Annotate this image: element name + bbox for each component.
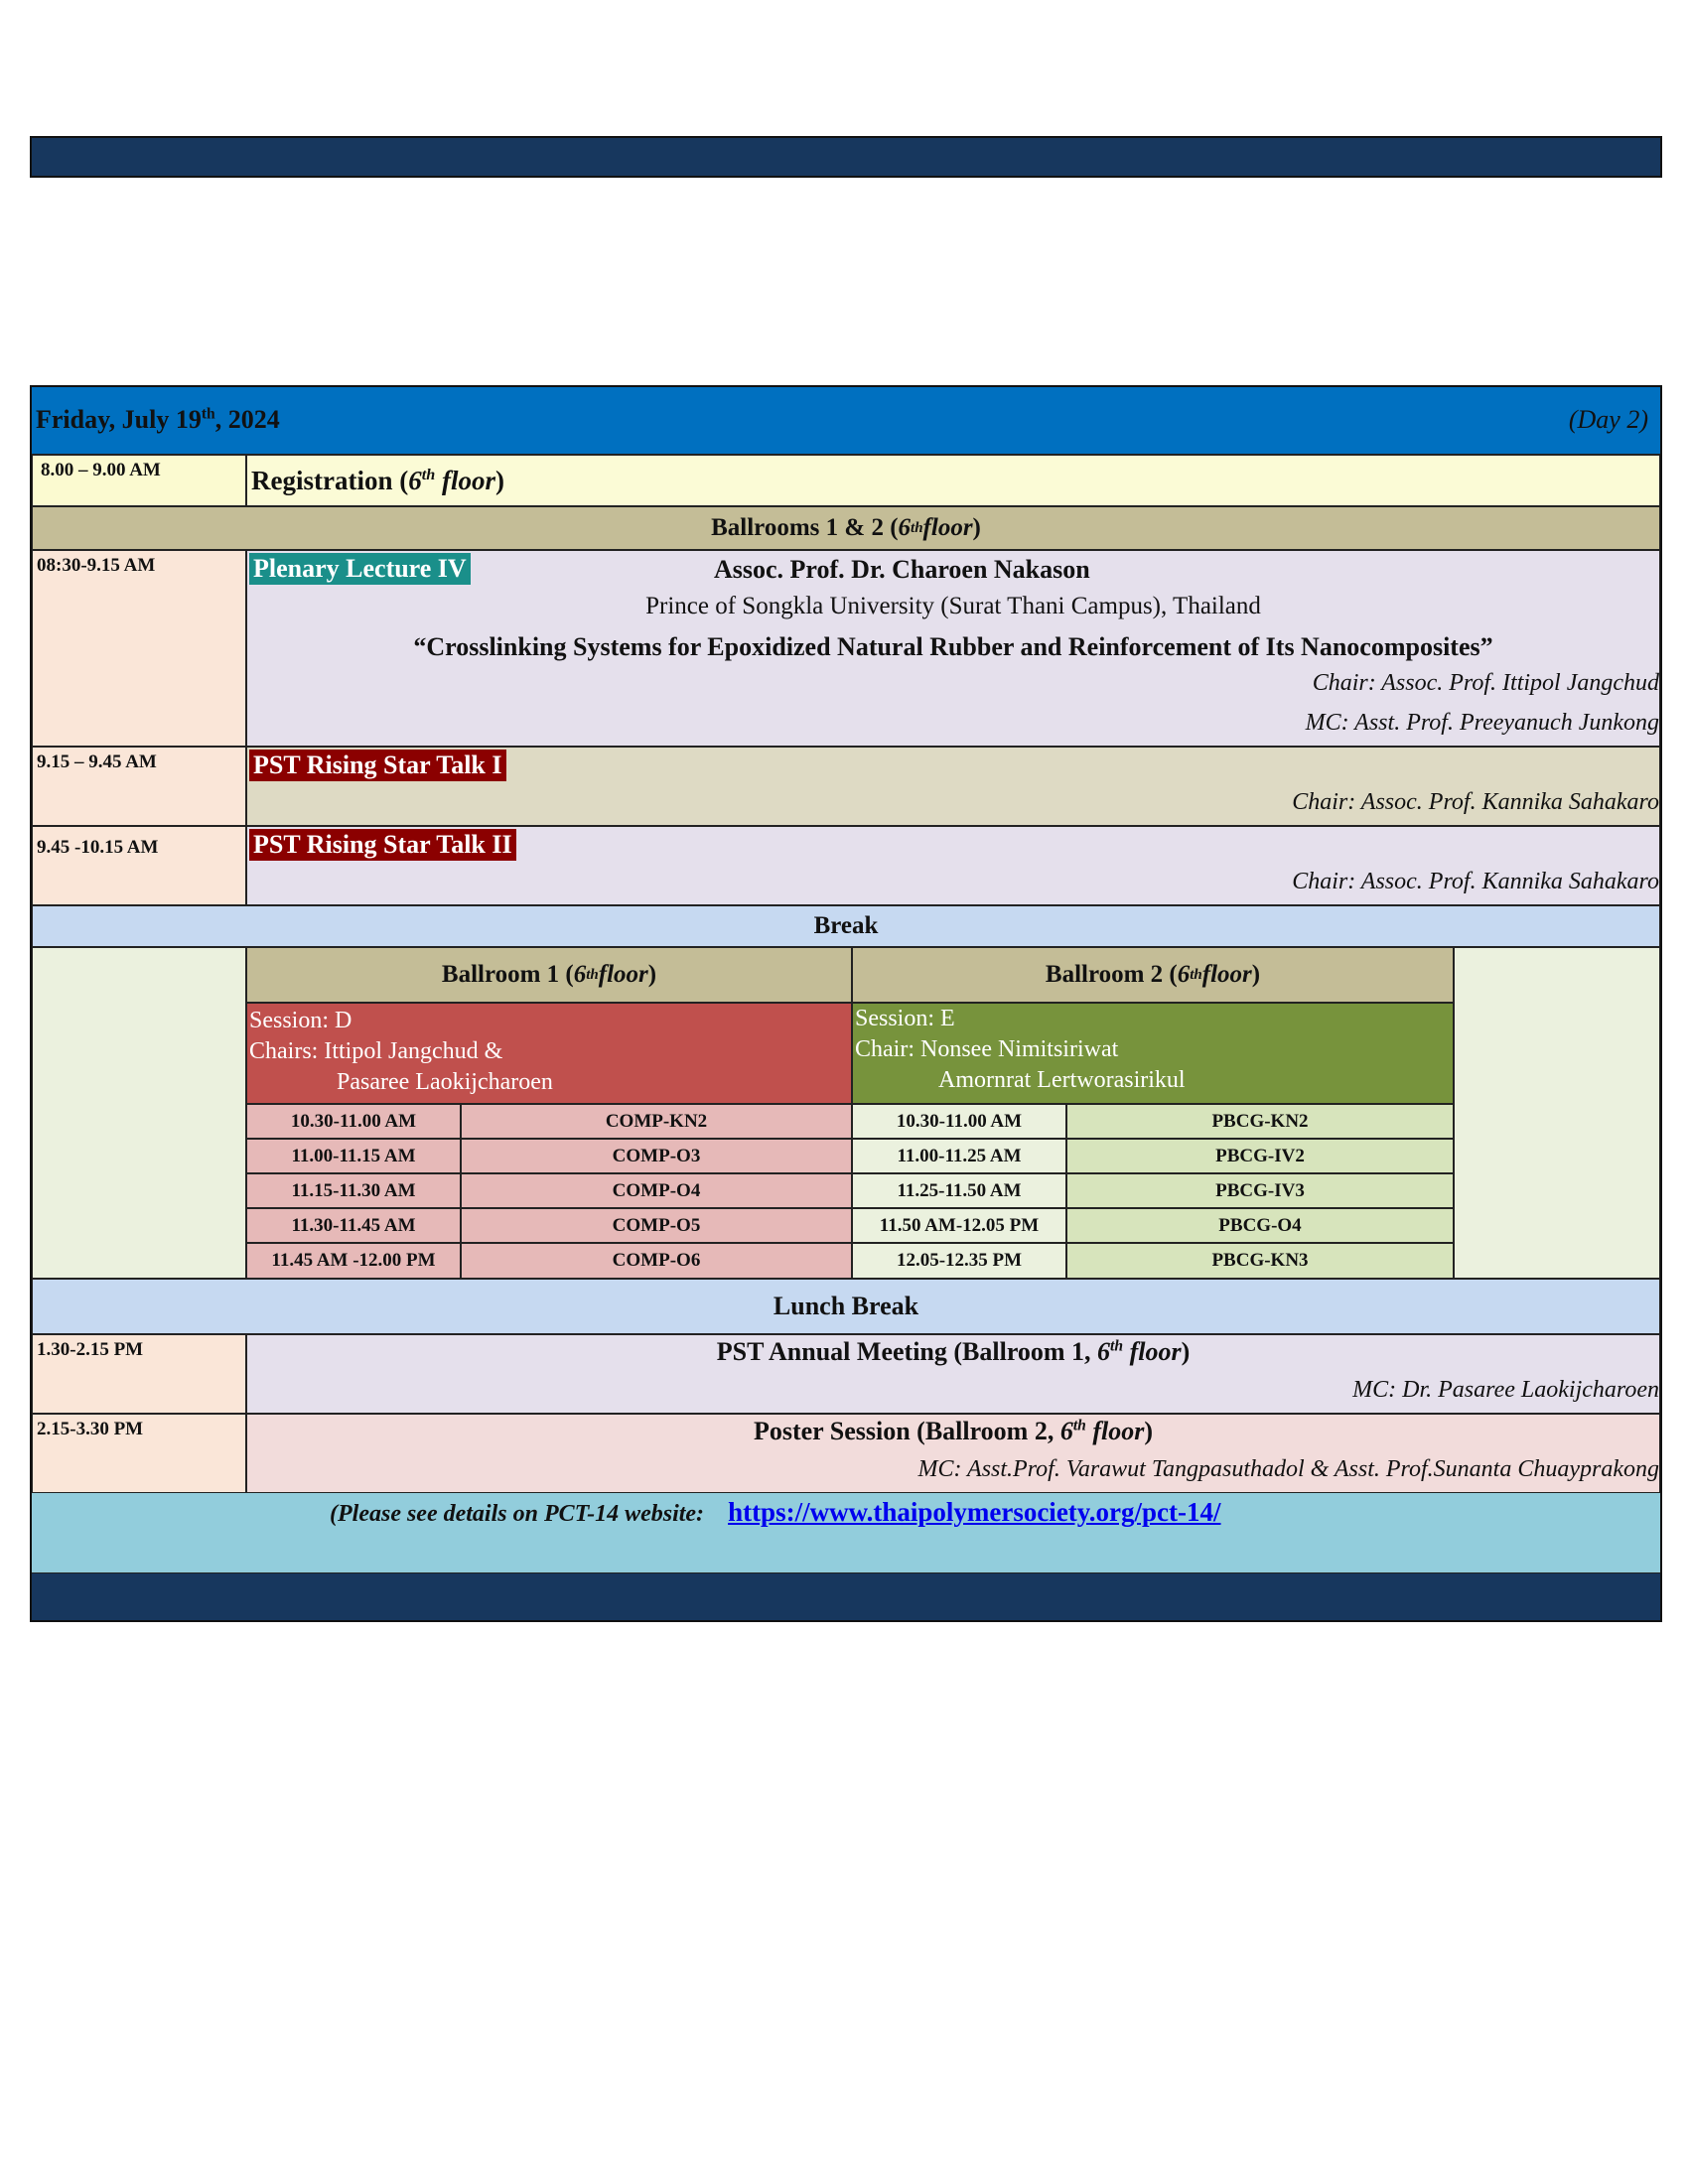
- plenary-mc: MC: Asst. Prof. Preeyanuch Junkong: [1305, 710, 1659, 736]
- rising1-cell: [246, 747, 1660, 826]
- plenary-time: 08:30-9.15 AM: [37, 555, 156, 576]
- lunch-row: Lunch Break: [32, 1279, 1660, 1334]
- table-row: 12.05-12.35 PM PBCG-KN3: [852, 1243, 1454, 1279]
- table-row: 10.30-11.00 AM PBCG-KN2: [852, 1104, 1454, 1139]
- footer-note: (Please see details on PCT-14 website: https://www.thaipolymersociety.org/pct-14/: [330, 1497, 1221, 1527]
- table-row: 10.30-11.00 AM COMP-KN2: [246, 1104, 852, 1139]
- session-d-label: Session: D: [249, 1008, 352, 1033]
- table-row: 11.00-11.15 AM COMP-O3: [246, 1139, 852, 1173]
- sessions-left-margin: [32, 947, 246, 1279]
- rising2-time-cell: [32, 826, 246, 905]
- schedule-table: [30, 385, 1662, 1622]
- table-row: 11.00-11.25 AM PBCG-IV2: [852, 1139, 1454, 1173]
- annual-title: PST Annual Meeting (Ballroom 1, 6th floor): [716, 1337, 1191, 1366]
- rising1-time-cell: [32, 747, 246, 826]
- ballroom1-session: [246, 1003, 852, 1104]
- annual-time: 1.30-2.15 PM: [37, 1339, 144, 1360]
- ballrooms-header: Ballrooms 1 & 2 ( 6 th floor ): [32, 506, 1660, 550]
- table-row: 11.25-11.50 AM PBCG-IV3: [852, 1173, 1454, 1208]
- plenary-affiliation: Prince of Songkla University (Surat Thani Campus), Thailand: [645, 593, 1261, 619]
- plenary-cell: [246, 550, 1660, 747]
- session-d-chairs: Chairs: Ittipol Jangchud &: [249, 1038, 503, 1064]
- rising1-time: 9.15 – 9.45 AM: [37, 751, 157, 772]
- top-banner: [30, 136, 1662, 178]
- sessions-right-margin: [1454, 947, 1660, 1279]
- rising2-chair: Chair: Assoc. Prof. Kannika Sahakaro: [1292, 869, 1659, 894]
- session-d-chairs-2: Pasaree Laokijcharoen: [337, 1069, 553, 1095]
- registration-cell: [246, 455, 1660, 506]
- registration-label: Registration (6th floor): [251, 466, 504, 495]
- rising2-cell: [246, 826, 1660, 905]
- rising2-tag: PST Rising Star Talk II: [249, 829, 516, 861]
- registration-time: 8.00 – 9.00 AM: [41, 460, 161, 480]
- break-row: Break: [32, 905, 1660, 947]
- day-date: Friday, July 19: [36, 405, 202, 434]
- rising1-chair: Chair: Assoc. Prof. Kannika Sahakaro: [1292, 789, 1659, 815]
- poster-title: Poster Session (Ballroom 2, 6th floor): [753, 1417, 1154, 1445]
- table-row: 11.30-11.45 AM COMP-O5: [246, 1208, 852, 1243]
- session-e-chairs-2: Amornrat Lertworasirikul: [938, 1067, 1186, 1093]
- bottom-banner: [32, 1572, 1660, 1620]
- table-row: 11.50 AM-12.05 PM PBCG-O4: [852, 1208, 1454, 1243]
- registration-time-cell: [32, 455, 246, 506]
- poster-time-cell: [32, 1414, 246, 1493]
- session-e-label: Session: E: [855, 1006, 955, 1031]
- ballroom1-header: Ballroom 1 ( 6 th floor ): [246, 947, 852, 1003]
- plenary-time-cell: [32, 550, 246, 747]
- plenary-chair: Chair: Assoc. Prof. Ittipol Jangchud: [1312, 670, 1659, 696]
- day-header: Friday, July 19th, 2024 (Day 2): [32, 387, 1660, 455]
- poster-time: 2.15-3.30 PM: [37, 1419, 144, 1439]
- plenary-title: “Crosslinking Systems for Epoxidized Natural Rubber and Reinforcement of Its Nanocomposites”: [413, 632, 1493, 661]
- annual-time-cell: [32, 1334, 246, 1414]
- plenary-tag: Plenary Lecture IV: [249, 553, 471, 585]
- session-e-chairs: Chair: Nonsee Nimitsiriwat: [855, 1036, 1119, 1062]
- annual-mc: MC: Dr. Pasaree Laokijcharoen: [1352, 1377, 1659, 1403]
- poster-cell: [246, 1414, 1660, 1493]
- table-row: 11.45 AM -12.00 PM COMP-O6: [246, 1243, 852, 1279]
- day-number: (Day 2): [1568, 405, 1648, 434]
- annual-cell: [246, 1334, 1660, 1414]
- rising1-tag: PST Rising Star Talk I: [249, 750, 506, 781]
- table-row: 11.15-11.30 AM COMP-O4: [246, 1173, 852, 1208]
- poster-mc: MC: Asst.Prof. Varawut Tangpasuthadol & Asst. Prof.Sunanta Chuayprakong: [917, 1456, 1659, 1482]
- plenary-speaker: Assoc. Prof. Dr. Charoen Nakason: [714, 555, 1090, 584]
- pct14-website-link[interactable]: https://www.thaipolymersociety.org/pct-14/: [728, 1497, 1221, 1527]
- ballroom2-session: [852, 1003, 1454, 1104]
- rising2-time: 9.45 -10.15 AM: [37, 837, 159, 858]
- ballroom2-header: Ballroom 2 ( 6 th floor ): [852, 947, 1454, 1003]
- footer-note-row: [32, 1493, 1660, 1572]
